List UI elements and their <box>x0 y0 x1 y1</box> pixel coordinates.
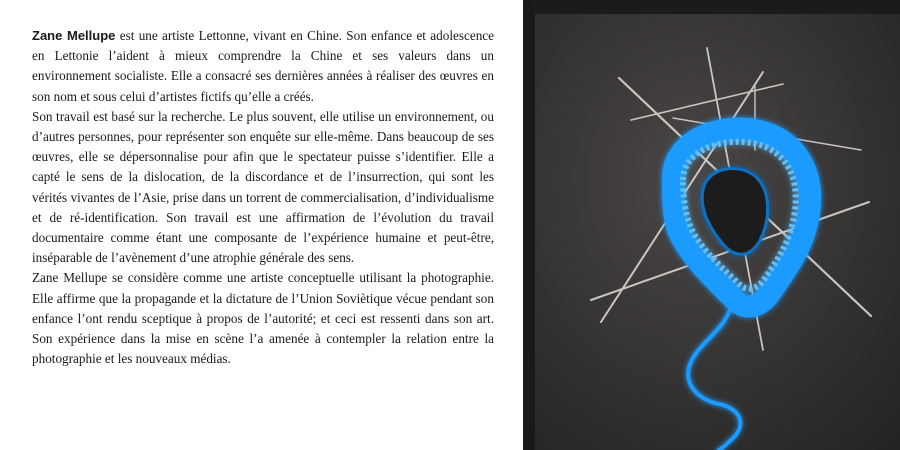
paragraph-conceptual: Zane Mellupe se considère comme une artiste conceptuelle utilisant la photographie. Elle affirme que la propagande et la dictature de l’Union Soviètique vécue pendant son enfance l’ont rendu sceptique à propos de l’autorité; et ceci est ressenti dans son art. Son expérience dans la mise en scène l’a amenée à contempler la relation entre la photographie et les nouveaux médias. <box>32 270 494 367</box>
artist-name: Zane Mellupe <box>32 28 116 43</box>
knitting-artwork-image <box>523 0 900 450</box>
paragraph-intro <box>32 26 494 107</box>
paragraph-intro-text: est une artiste Lettonne, vivant en Chine. Son enfance et adolescence en Lettonie l’aident à mieux comprendre la Chine et ses valeurs dans un environnement socialiste. Elle a consacré ses dernières années à réaliser des œuvres en son nom et sous celui d’artistes fictifs qu’elle a créés. <box>32 28 494 104</box>
artwork-frame-top <box>523 0 900 14</box>
article-text <box>32 26 494 369</box>
paragraph-research: Son travail est basé sur la recherche. Le plus souvent, elle utilise un environnement, ou d’autres personnes, pour représenter son enquête sur elle-même. Dans beaucoup de ses œuvres, elle se dépersonnalise pour afin que le spectateur puisse s’identifier. Elle a capté le sens de la dislocation, de la discordance et de l’insurrection, qui sont les vérités vivantes de l’Asie, prise dans un torrent de commercialisation, d’individualisme et de ré-identification. Son travail est une affirmation de l’évolution du travail documentaire comme étant une composante de l’expérience humaine et peut-être, inséparable de l’avènement d’une atrophie générale des sens. <box>32 108 494 266</box>
artwork-frame-left <box>523 0 535 450</box>
artwork-photo <box>523 0 900 450</box>
